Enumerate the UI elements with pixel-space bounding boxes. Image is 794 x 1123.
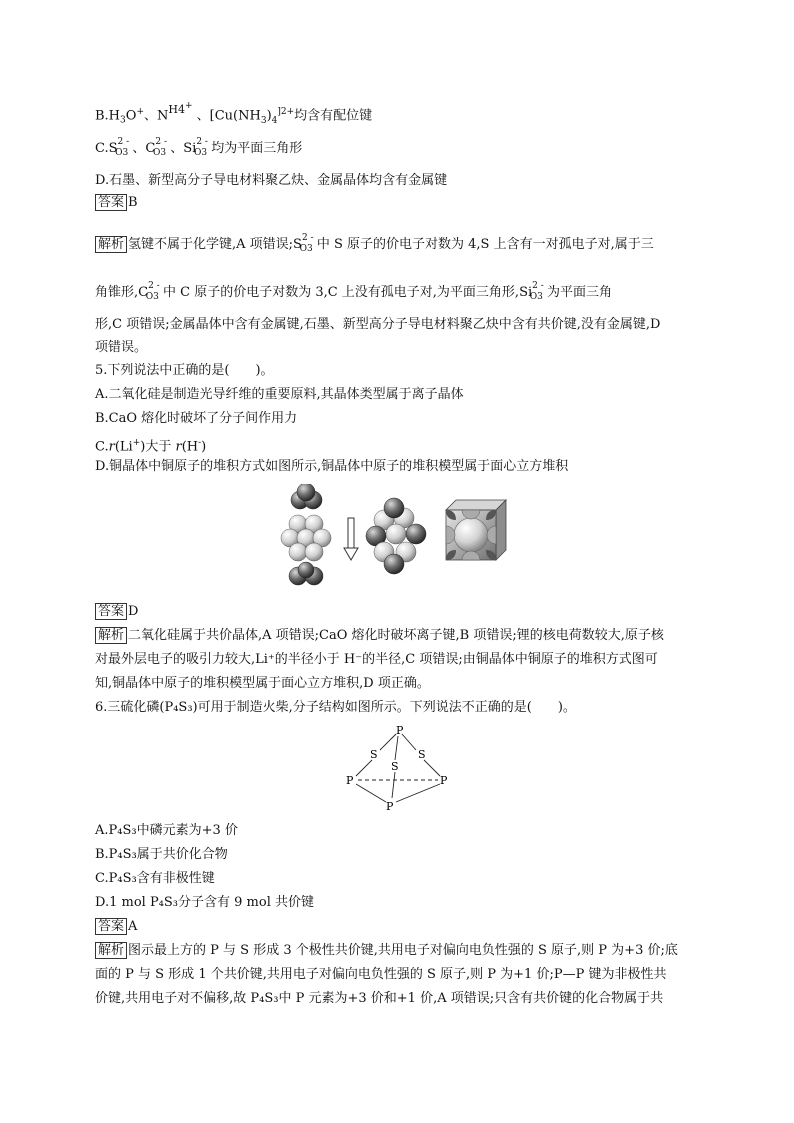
q4-option-b: [95, 103, 372, 130]
ion-sub: O3: [145, 292, 159, 302]
analysis-text: 中 S 原子的价电子对数为 4,S 上含有一对孤电子对,属于三: [312, 237, 654, 252]
q5-c-text: C.: [95, 439, 109, 455]
silicate-sub: O3: [193, 148, 208, 158]
analysis-tag: 解析: [95, 236, 127, 253]
analysis-tag: 解析: [95, 627, 127, 644]
q4-answer: [95, 194, 138, 212]
q4-b-sub2: 3: [260, 115, 267, 126]
analysis-text: 图示最上方的 P 与 S 形成 3 个极性共价键,共用电子对偏向电负性强的 S 原子,则 P 为+3 价;底: [128, 943, 678, 958]
down-arrow-icon: [344, 518, 358, 560]
q5-stem: 5.下列说法中正确的是( )。: [95, 363, 274, 378]
q4-b-tail: 均含有配位键: [294, 108, 373, 124]
ammonium-ion: [168, 101, 193, 126]
bottom-layer-atoms: [289, 562, 323, 585]
copper-stacking-figure: [280, 484, 520, 590]
atom-p-right: P: [440, 774, 448, 787]
q6-analysis-line1: [95, 942, 678, 960]
analysis-text: 氢键不属于化学键,A 项错误;S: [128, 237, 302, 252]
stacked-cluster-atoms: [366, 498, 426, 574]
q5-c-sup: +: [132, 438, 141, 448]
ion-charge: 2 -: [532, 281, 544, 291]
q4-b-text5: ): [266, 108, 272, 124]
q5-option-d: D.铜晶体中铜原子的堆积方式如图所示,铜晶体中原子的堆积模型属于面心立方堆积: [95, 459, 569, 474]
radius-symbol: r: [108, 439, 115, 455]
sulfite-sub: O3: [115, 148, 129, 158]
analysis-text: 为平面三角: [542, 285, 613, 300]
q4-b-text: B.H: [95, 108, 121, 124]
silicate-ion: [193, 137, 208, 159]
q5-option-c: [95, 434, 206, 456]
q6-stem: 6.三硫化磷(P₄S₃)可用于制造火柴,分子结构如图所示。下列说法不正确的是( )。: [95, 700, 576, 715]
q4-b-text4: 、[Cu(NH: [192, 108, 261, 124]
q5-option-a: A.二氧化硅是制造光导纤维的重要原料,其晶体类型属于离子晶体: [95, 387, 464, 402]
ion-charge: 2 -: [148, 281, 160, 291]
analysis-tag: 解析: [95, 942, 127, 959]
q5-c-text: (Li: [114, 439, 133, 455]
q5-analysis-line2: 对最外层电子的吸引力较大,Li⁺的半径小于 H⁻的半径,C 项错误;由铜晶体中铜原子的堆积方式图可: [95, 652, 658, 667]
q4-c-text3: 、Si: [166, 141, 197, 156]
ammonium-sup: +: [184, 101, 193, 112]
answer-tag: 答案: [95, 603, 127, 620]
sulfite-ion: [299, 233, 314, 255]
q6-analysis-line2: 面的 P 与 S 形成 1 个共价键,共用电子对偏向电负性强的 S 原子,则 P 为+1 价;P—P 键为非极性共: [95, 967, 667, 982]
silicate-charge: 2 -: [196, 137, 208, 147]
fcc-unit-cell: [446, 500, 506, 560]
ammonium-sub: H4: [168, 103, 185, 117]
atom-p-top: P: [396, 724, 404, 737]
answer-tag: 答案: [95, 918, 127, 935]
atom-p-left: P: [346, 774, 354, 787]
q6-analysis-line3: 价键,共用电子对不偏移,故 P₄S₃中 P 元素为+3 价和+1 价,A 项错误;只含有共价键的化合物属于共: [95, 991, 664, 1006]
answer-value: B: [128, 195, 138, 210]
ion-charge: 2 -: [301, 233, 314, 243]
q4-b-text3: 、N: [143, 108, 169, 124]
q5-option-b: B.CaO 熔化时破坏了分子间作用力: [95, 411, 298, 426]
analysis-text: 二氧化硅属于共价晶体,A 项错误;CaO 熔化时破坏离子键,B 项错误;锂的核电荷数较大,原子核: [128, 628, 664, 643]
q5-analysis-line3: 知,铜晶体中原子的堆积模型属于面心立方堆积,D 项正确。: [95, 676, 430, 691]
sulfite-charge: 2 -: [117, 137, 130, 147]
atom-s-right: S: [418, 748, 426, 761]
ion-sub: O3: [299, 244, 313, 254]
atom-s-center: S: [391, 760, 399, 773]
q4-option-d: D.石墨、新型高分子导电材料聚乙炔、金属晶体均含有金属键: [95, 173, 448, 188]
answer-tag: 答案: [95, 194, 127, 211]
atom-s-left: S: [370, 748, 378, 761]
q4-b-sup: +: [136, 107, 144, 117]
top-layer-atoms: [291, 484, 322, 509]
q4-c-text2: 、C: [128, 141, 156, 156]
answer-value: D: [128, 604, 139, 619]
carbonate-sub: O3: [153, 148, 167, 158]
silicate-ion: [529, 281, 544, 303]
q6-option-a: A.P₄S₃中磷元素为+3 价: [95, 823, 238, 838]
q6-answer: [95, 918, 137, 936]
q4-analysis-line4: 项错误。: [95, 340, 148, 355]
p4s3-structure-diagram: [340, 724, 460, 814]
radius-symbol: r: [175, 439, 182, 455]
q4-b-sub3: 4: [271, 115, 278, 126]
ion-sub: O3: [529, 292, 543, 302]
analysis-text: 角锥形,C: [95, 285, 149, 300]
q6-option-b: B.P₄S₃属于共价化合物: [95, 847, 228, 862]
q4-c-text: C.S: [95, 141, 118, 156]
q4-b-sub: 3: [120, 115, 126, 126]
q6-option-c: C.P₄S₃含有非极性键: [95, 871, 215, 886]
q5-c-text: )大于: [140, 439, 176, 455]
q4-analysis-line2: [95, 281, 613, 303]
carbonate-ion: [145, 281, 160, 303]
q4-analysis-line1: [95, 233, 654, 255]
analysis-text: 中 C 原子的价电子对数为 3,C 上没有孤电子对,为平面三角形,Si: [158, 285, 533, 300]
q6-option-d: D.1 mol P₄S₃分子含有 9 mol 共价键: [95, 895, 314, 910]
q4-analysis-line3: 形,C 项错误;金属晶体中含有金属键,石墨、新型高分子导电材料聚乙炔中含有共价键,没有金属键,D: [95, 317, 661, 332]
q4-option-c: [95, 137, 303, 159]
middle-layer-atoms: [281, 515, 331, 561]
q5-analysis-line1: [95, 627, 664, 645]
sulfite-ion: [115, 137, 130, 159]
carbonate-charge: 2 -: [155, 137, 168, 147]
q4-b-sup2: ]2+: [277, 107, 295, 117]
carbonate-ion: [153, 137, 168, 159]
answer-value: A: [128, 919, 138, 934]
q5-c-text: (H: [181, 439, 199, 455]
q4-c-tail: 均为平面三角形: [207, 141, 303, 156]
q5-c-text: ): [201, 439, 207, 455]
q5-answer: [95, 603, 138, 621]
atom-p-bottom: P: [386, 800, 394, 813]
q4-b-text2: O: [125, 108, 137, 124]
q5-c-sup: -: [198, 438, 202, 448]
